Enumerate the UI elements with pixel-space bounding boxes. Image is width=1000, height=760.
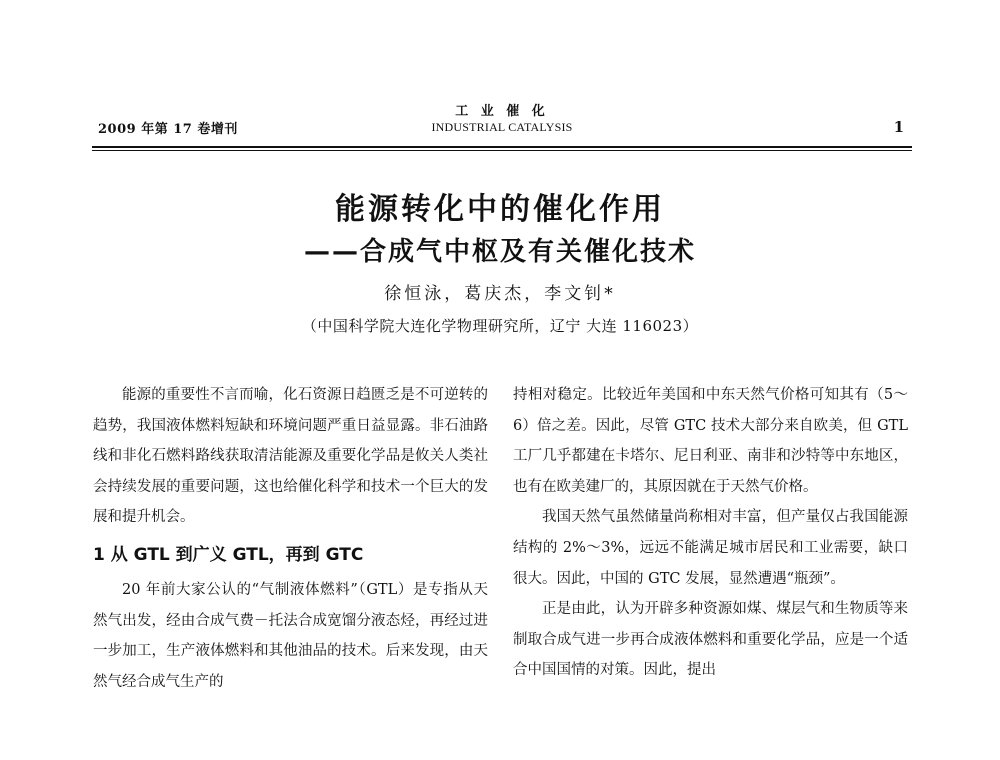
intro-paragraph: 能源的重要性不言而喻，化石资源日趋匮乏是不可逆转的趋势，我国液体燃料短缺和环境问题严重日益显露。非石油路线和非化石燃料路线获取清洁能源及重要化学品是攸关人类社会持续发展的重要问题，这也给催化科学和技术一个巨大的发展和提升机会。 xyxy=(93,387,488,526)
section-heading-1: 1 从 GTL 到广义 GTL，再到 GTC xyxy=(93,544,364,565)
article-subtitle: ——合成气中枢及有关催化技术 xyxy=(303,237,696,267)
page-number: 1 xyxy=(893,118,904,136)
title-block xyxy=(0,190,1000,338)
gas-supply-paragraph: 我国天然气虽然储量尚称相对丰富，但产量仅占我国能源结构的 2%～3%，远远不能满足城市居民和工业需要，缺口很大。因此，中国的 GTC 发展，显然遭遇“瓶颈”。 xyxy=(513,509,908,587)
affiliation: （中国科学院大连化学物理研究所，辽宁 大连 116023） xyxy=(301,317,699,335)
continued-paragraph: 持相对稳定。比较近年美国和中东天然气价格可知其有（5～6）倍之差。因此，尽管 GTC 技术大部分来自欧美，但 GTL 工厂几乎都建在卡塔尔、尼日利亚、南非和沙特等中东地区，也有在欧美建厂的，其原因就在于天然气价格。 xyxy=(513,387,908,495)
author-list: 徐恒泳，葛庆杰，李文钊* xyxy=(384,284,616,304)
strategy-paragraph: 正是由此，认为开辟多种资源如煤、煤层气和生物质等来制取合成气进一步再合成液体燃料和重要化学品，应是一个适合中国国情的对策。因此，提出 xyxy=(513,601,908,679)
header-rule-thick xyxy=(92,146,912,148)
running-header xyxy=(92,100,912,140)
section1-paragraph: 20 年前大家公认的“气制液体燃料”（GTL）是专指从天然气出发，经由合成气费－托法合成宽馏分液态烃，再经过进一步加工，生产液体燃料和其他油品的技术。后来发现，由天然气经合成气生产的 xyxy=(93,581,488,690)
header-rule-thin xyxy=(92,150,912,151)
issue-label: 2009 年第 17 卷增刊 xyxy=(98,122,238,137)
left-column xyxy=(93,380,488,697)
journal-name-en: INDUSTRIAL CATALYSIS xyxy=(431,120,573,134)
journal-name xyxy=(92,100,912,135)
article-title: 能源转化中的催化作用 xyxy=(335,192,665,227)
right-column xyxy=(513,380,908,686)
journal-name-cn: 工 业 催 化 xyxy=(455,104,549,119)
